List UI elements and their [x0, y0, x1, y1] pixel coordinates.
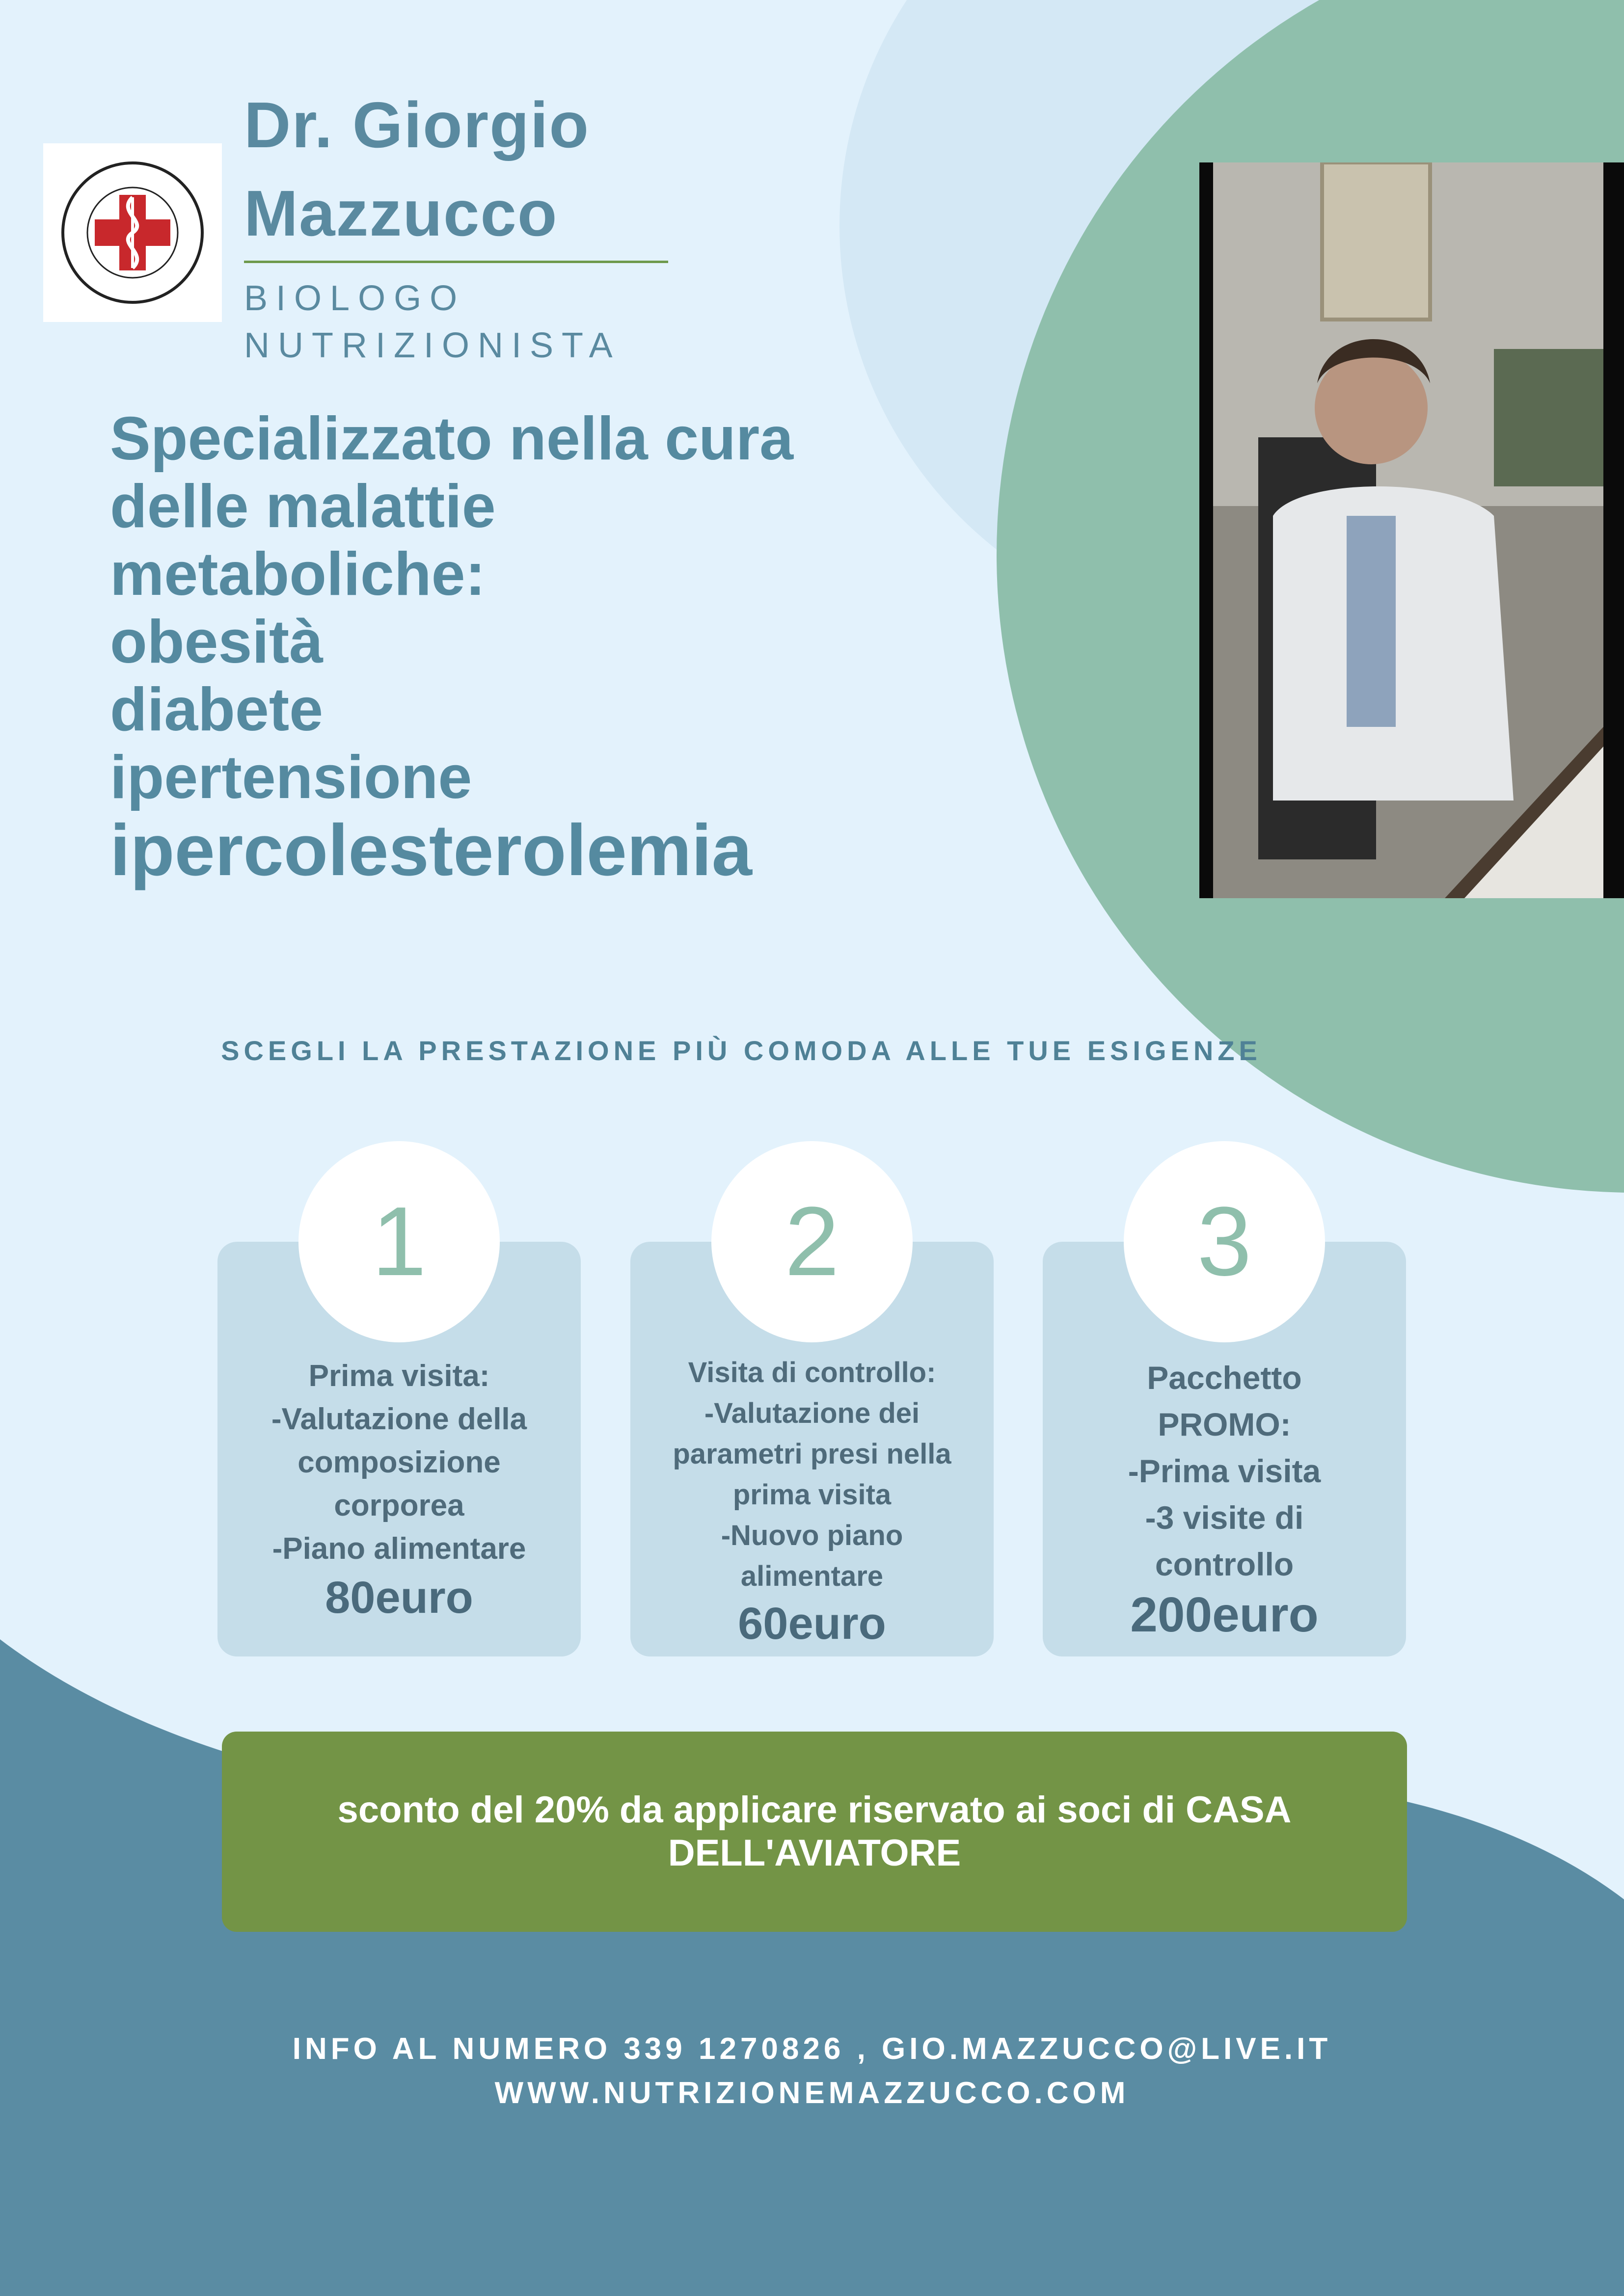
contact-website[interactable]: WWW.NUTRIZIONEMAZZUCCO.COM — [494, 2076, 1130, 2110]
card-line: controllo — [1155, 1546, 1294, 1582]
discount-line-1: sconto del 20% da applicare riservato ai soci di CASA — [337, 1789, 1292, 1831]
card-line: -3 visite di — [1145, 1499, 1304, 1536]
card-number: 2 — [785, 1187, 839, 1296]
card-line: Pacchetto — [1147, 1360, 1302, 1396]
card-number: 1 — [372, 1187, 427, 1296]
card-number-circle — [298, 1141, 500, 1342]
headline-line: ipertensione — [110, 744, 472, 811]
ordine-biologi-seal-icon — [43, 143, 222, 322]
headline-line: metaboliche: — [110, 540, 486, 608]
headline-line: ipercolesterolemia — [110, 810, 752, 891]
doctor-photo — [1199, 162, 1624, 898]
name-underline — [244, 261, 668, 263]
card-number: 3 — [1197, 1187, 1252, 1296]
name-line-2: Mazzucco — [244, 177, 558, 249]
contact-info — [0, 2027, 1624, 2115]
doctor-portrait-icon — [1199, 162, 1624, 898]
profession — [244, 275, 686, 369]
card-price: 200euro — [1130, 1587, 1319, 1642]
card-line: -Prima visita — [1128, 1453, 1321, 1489]
profession-line-1: BIOLOGO — [244, 279, 466, 318]
card-line: alimentare — [740, 1560, 884, 1592]
card-line: -Valutazione dei — [704, 1397, 920, 1429]
card-1-description — [217, 1355, 581, 1625]
doctor-name — [244, 81, 686, 258]
card-line: prima visita — [732, 1479, 892, 1511]
card-3-description — [1043, 1355, 1406, 1642]
card-line: Prima visita: — [308, 1359, 490, 1393]
card-line: parametri presi nella — [673, 1438, 951, 1470]
card-number-circle — [711, 1141, 913, 1342]
card-price: 80euro — [325, 1573, 473, 1623]
headline-line: delle malattie — [110, 473, 496, 540]
card-price: 60euro — [738, 1599, 886, 1649]
card-line: Visita di controllo: — [688, 1357, 936, 1388]
card-line: corporea — [334, 1489, 464, 1522]
card-number-circle — [1124, 1141, 1325, 1342]
services-subtitle: SCEGLI LA PRESTAZIONE PIÙ COMODA ALLE TUE ESIGENZE — [221, 1035, 1262, 1066]
discount-banner — [222, 1732, 1407, 1932]
headline-line: obesità — [110, 608, 324, 676]
name-line-1: Dr. Giorgio — [244, 89, 590, 161]
specialization-headline — [110, 405, 905, 890]
card-line: composizione — [298, 1445, 501, 1479]
discount-line-2: DELL'AVIATORE — [668, 1832, 961, 1874]
card-line: -Piano alimentare — [272, 1532, 526, 1566]
profession-line-2: NUTRIZIONISTA — [244, 326, 621, 365]
logo — [43, 143, 222, 322]
headline-line: diabete — [110, 676, 324, 744]
card-line: -Nuovo piano — [721, 1520, 903, 1551]
contact-phone-email[interactable]: INFO AL NUMERO 339 1270826 , GIO.MAZZUCCO@LIVE.IT — [292, 2032, 1332, 2066]
discount-text — [338, 1789, 1292, 1875]
card-2-description — [630, 1352, 994, 1651]
headline-line: Specializzato nella cura — [110, 405, 794, 473]
card-line: -Valutazione della — [271, 1402, 527, 1436]
card-line: PROMO: — [1158, 1406, 1291, 1442]
